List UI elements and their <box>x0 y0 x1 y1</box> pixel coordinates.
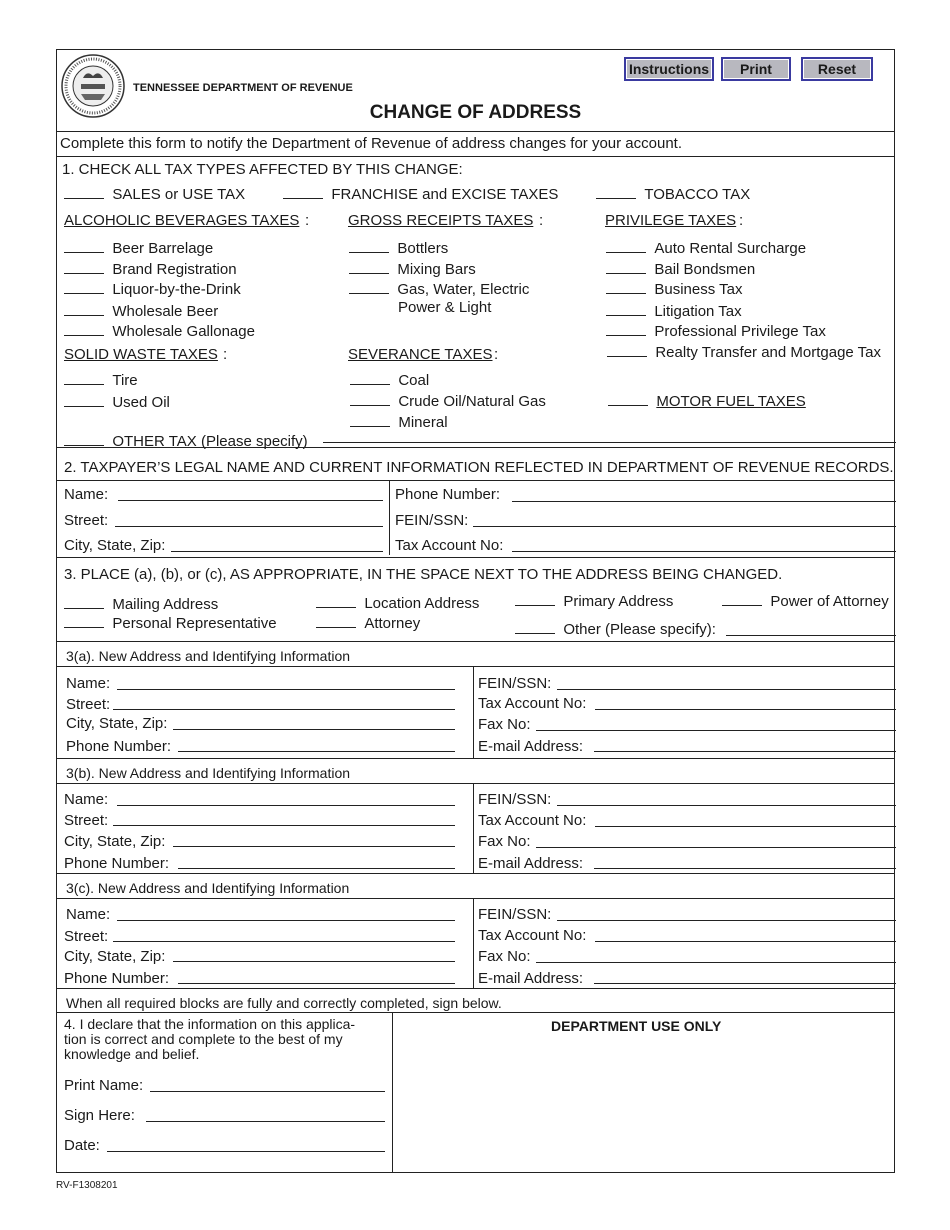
block-c-fax-field[interactable]: Fax No: <box>478 948 531 965</box>
divider <box>57 131 894 132</box>
print-name-field[interactable]: Print Name: <box>64 1077 144 1094</box>
checkbox-tobacco-tax[interactable]: TOBACCO TAX <box>596 186 750 204</box>
option-attorney[interactable]: Attorney <box>316 615 420 633</box>
divider-vertical <box>473 783 474 873</box>
block-c-name-line[interactable] <box>117 920 455 921</box>
taxpayer-name-line[interactable] <box>118 500 383 501</box>
severance-colon: : <box>494 346 499 363</box>
option-location-address[interactable]: Location Address <box>316 595 479 613</box>
checkbox-bottlers[interactable]: Bottlers <box>349 240 448 258</box>
checkbox-liquor-by-the-drink[interactable]: Liquor-by-the-Drink <box>64 281 241 299</box>
checkbox-tire[interactable]: Tire <box>64 372 138 390</box>
section3-heading: 3. PLACE (a), (b), or (c), AS APPROPRIATE, IN THE SPACE NEXT TO THE ADDRESS BEING CHANGED. <box>64 566 783 583</box>
block-b-fax-line[interactable] <box>536 847 896 848</box>
divider <box>57 641 894 642</box>
divider-vertical <box>389 480 390 555</box>
divider <box>57 557 894 558</box>
block-b-phone-field[interactable]: Phone Number: <box>64 855 170 872</box>
solid-colon: : <box>223 346 228 363</box>
reset-button[interactable]: Reset <box>801 57 873 81</box>
block-b-street-line[interactable] <box>113 825 455 826</box>
declaration-line-3: knowledge and belief. <box>64 1046 200 1062</box>
option-power-of-attorney[interactable]: Power of Attorney <box>722 593 889 611</box>
department-use-only: DEPARTMENT USE ONLY <box>551 1018 722 1034</box>
block-a-account-field[interactable]: Tax Account No: <box>478 695 587 712</box>
form-code: RV-F1308201 <box>56 1180 118 1191</box>
block-b-name-field[interactable]: Name: <box>64 791 109 808</box>
divider <box>57 898 894 899</box>
divider <box>57 447 894 448</box>
taxpayer-city-field[interactable]: City, State, Zip: <box>64 537 166 554</box>
taxpayer-phone-line[interactable] <box>512 501 896 502</box>
print-name-line[interactable] <box>150 1091 385 1092</box>
page-title: CHANGE OF ADDRESS <box>369 102 582 123</box>
taxpayer-street-line[interactable] <box>115 526 383 527</box>
alcoholic-colon: : <box>305 212 310 229</box>
block-b-fax-field[interactable]: Fax No: <box>478 833 531 850</box>
checkbox-mineral[interactable]: Mineral <box>350 414 448 432</box>
print-button[interactable]: Print <box>721 57 791 81</box>
checkbox-professional-privilege-tax[interactable]: Professional Privilege Tax <box>606 323 826 341</box>
block-c-phone-field[interactable]: Phone Number: <box>64 970 170 987</box>
option-mailing-address[interactable]: Mailing Address <box>64 596 218 614</box>
declaration-line-1: 4. I declare that the information on this applica- <box>64 1016 356 1032</box>
block-a-phone-line[interactable] <box>178 751 455 752</box>
checkbox-crude-oil-natural-gas[interactable]: Crude Oil/Natural Gas <box>350 393 546 411</box>
checkbox-auto-rental-surcharge[interactable]: Auto Rental Surcharge <box>606 240 806 258</box>
block-b-fein-field[interactable]: FEIN/SSN: <box>478 791 552 808</box>
change-of-address-form <box>56 49 895 1173</box>
block-c-heading: 3(c). New Address and Identifying Information <box>66 880 350 896</box>
checkbox-gas-water-electric[interactable]: Gas, Water, Electric <box>349 281 529 299</box>
block-b-email-field[interactable]: E-mail Address: <box>478 855 584 872</box>
block-a-fein-field[interactable]: FEIN/SSN: <box>478 675 552 692</box>
block-a-name-field[interactable]: Name: <box>66 675 111 692</box>
checkbox-realty-transfer-mortgage-tax[interactable]: Realty Transfer and Mortgage Tax <box>607 344 881 362</box>
agency-name: TENNESSEE DEPARTMENT OF REVENUE <box>133 82 353 94</box>
block-c-street-field[interactable]: Street: <box>64 928 109 945</box>
block-b-street-field[interactable]: Street: <box>64 812 109 829</box>
block-b-account-field[interactable]: Tax Account No: <box>478 812 587 829</box>
taxpayer-account-line[interactable] <box>512 551 896 552</box>
checkbox-mixing-bars[interactable]: Mixing Bars <box>349 261 476 279</box>
taxpayer-street-field[interactable]: Street: <box>64 512 109 529</box>
checkbox-brand-registration[interactable]: Brand Registration <box>64 261 237 279</box>
block-c-phone-line[interactable] <box>178 983 455 984</box>
intro-text: Complete this form to notify the Department of Revenue of address changes for your account. <box>60 135 682 152</box>
block-b-phone-line[interactable] <box>178 868 455 869</box>
taxpayer-fein-line[interactable] <box>473 526 896 527</box>
date-line[interactable] <box>107 1151 385 1152</box>
block-a-city-line[interactable] <box>173 729 455 730</box>
block-b-heading: 3(b). New Address and Identifying Information <box>66 765 351 781</box>
block-a-fein-line[interactable] <box>557 689 896 690</box>
option-personal-representative[interactable]: Personal Representative <box>64 615 277 633</box>
taxpayer-phone-field[interactable]: Phone Number: <box>395 486 501 503</box>
checkbox-beer-barrelage[interactable]: Beer Barrelage <box>64 240 213 258</box>
block-a-heading: 3(a). New Address and Identifying Information <box>66 648 351 664</box>
gross-item-continuation: Power & Light <box>398 299 492 316</box>
checkbox-coal[interactable]: Coal <box>350 372 429 390</box>
option-primary-address[interactable]: Primary Address <box>515 593 673 611</box>
checkbox-wholesale-gallonage[interactable]: Wholesale Gallonage <box>64 323 255 341</box>
date-field[interactable]: Date: <box>64 1137 100 1154</box>
checkbox-franchise-excise[interactable]: FRANCHISE and EXCISE TAXES <box>283 186 558 204</box>
option-other-specify-line[interactable] <box>726 635 896 636</box>
block-b-fein-line[interactable] <box>557 805 896 806</box>
declaration-line-2: tion is correct and complete to the best of my <box>64 1031 343 1047</box>
block-c-email-line[interactable] <box>594 983 896 984</box>
checkbox-bail-bondsmen[interactable]: Bail Bondsmen <box>606 261 755 279</box>
checkbox-business-tax[interactable]: Business Tax <box>606 281 742 299</box>
instructions-button[interactable]: Instructions <box>624 57 714 81</box>
block-c-name-field[interactable]: Name: <box>66 906 111 923</box>
section2-heading: 2. TAXPAYER’S LEGAL NAME AND CURRENT INFORMATION REFLECTED IN DEPARTMENT OF REVENUE RECORDS. <box>64 459 894 476</box>
sign-here-line[interactable] <box>146 1121 385 1122</box>
divider <box>57 988 894 989</box>
taxpayer-account-field[interactable]: Tax Account No: <box>395 537 504 554</box>
checkbox-used-oil[interactable]: Used Oil <box>64 394 170 412</box>
block-b-city-line[interactable] <box>173 846 455 847</box>
checkbox-wholesale-beer[interactable]: Wholesale Beer <box>64 303 218 321</box>
divider <box>57 1012 894 1013</box>
divider <box>57 758 894 759</box>
taxpayer-name-field[interactable]: Name: <box>64 486 109 503</box>
sign-here-field[interactable]: Sign Here: <box>64 1107 135 1124</box>
checkbox-motor-fuel-taxes[interactable]: MOTOR FUEL TAXES <box>608 393 806 411</box>
divider <box>57 783 894 784</box>
divider <box>57 156 894 157</box>
taxpayer-fein-field[interactable]: FEIN/SSN: <box>395 512 469 529</box>
block-a-city-field[interactable]: City, State, Zip: <box>66 715 168 732</box>
divider <box>57 873 894 874</box>
block-a-account-line[interactable] <box>595 709 896 710</box>
block-c-fein-field[interactable]: FEIN/SSN: <box>478 906 552 923</box>
solid-waste-title: SOLID WASTE TAXES <box>64 346 218 363</box>
divider-vertical <box>473 666 474 758</box>
block-a-email-field[interactable]: E-mail Address: <box>478 738 584 755</box>
privilege-colon: : <box>739 212 744 229</box>
taxpayer-city-line[interactable] <box>171 551 383 552</box>
block-c-account-line[interactable] <box>595 941 896 942</box>
block-c-city-line[interactable] <box>173 961 455 962</box>
checkbox-litigation-tax[interactable]: Litigation Tax <box>606 303 742 321</box>
option-other[interactable]: Other (Please specify): <box>515 621 716 639</box>
block-c-fein-line[interactable] <box>557 920 896 921</box>
privilege-taxes-title: PRIVILEGE TAXES <box>605 212 737 229</box>
block-c-email-field[interactable]: E-mail Address: <box>478 970 584 987</box>
block-b-city-field[interactable]: City, State, Zip: <box>64 833 166 850</box>
sign-note: When all required blocks are fully and correctly completed, sign below. <box>66 995 502 1011</box>
section1-heading: 1. CHECK ALL TAX TYPES AFFECTED BY THIS CHANGE: <box>62 161 463 178</box>
block-a-phone-field[interactable]: Phone Number: <box>66 738 172 755</box>
block-a-fax-field[interactable]: Fax No: <box>478 716 531 733</box>
block-c-account-field[interactable]: Tax Account No: <box>478 927 587 944</box>
block-c-city-field[interactable]: City, State, Zip: <box>64 948 166 965</box>
checkbox-sales-use-tax[interactable]: SALES or USE TAX <box>64 186 245 204</box>
gross-colon: : <box>539 212 544 229</box>
severance-title: SEVERANCE TAXES <box>348 346 493 363</box>
block-a-street-field[interactable]: Street: <box>66 696 111 713</box>
block-b-email-line[interactable] <box>594 868 896 869</box>
block-c-street-line[interactable] <box>113 941 455 942</box>
divider <box>57 480 894 481</box>
divider-vertical <box>473 898 474 988</box>
checkbox-other-tax[interactable]: OTHER TAX (Please specify) <box>64 433 308 451</box>
block-b-account-line[interactable] <box>595 826 896 827</box>
gross-receipts-title: GROSS RECEIPTS TAXES <box>348 212 534 229</box>
block-a-street-line[interactable] <box>113 709 455 710</box>
other-tax-specify-line[interactable] <box>323 442 896 443</box>
block-b-name-line[interactable] <box>117 805 455 806</box>
block-a-fax-line[interactable] <box>536 730 896 731</box>
divider-vertical <box>392 1012 393 1173</box>
block-a-name-line[interactable] <box>117 689 455 690</box>
alcoholic-taxes-title: ALCOHOLIC BEVERAGES TAXES <box>64 212 300 229</box>
block-a-email-line[interactable] <box>594 751 896 752</box>
block-c-fax-line[interactable] <box>536 962 896 963</box>
divider <box>57 666 894 667</box>
